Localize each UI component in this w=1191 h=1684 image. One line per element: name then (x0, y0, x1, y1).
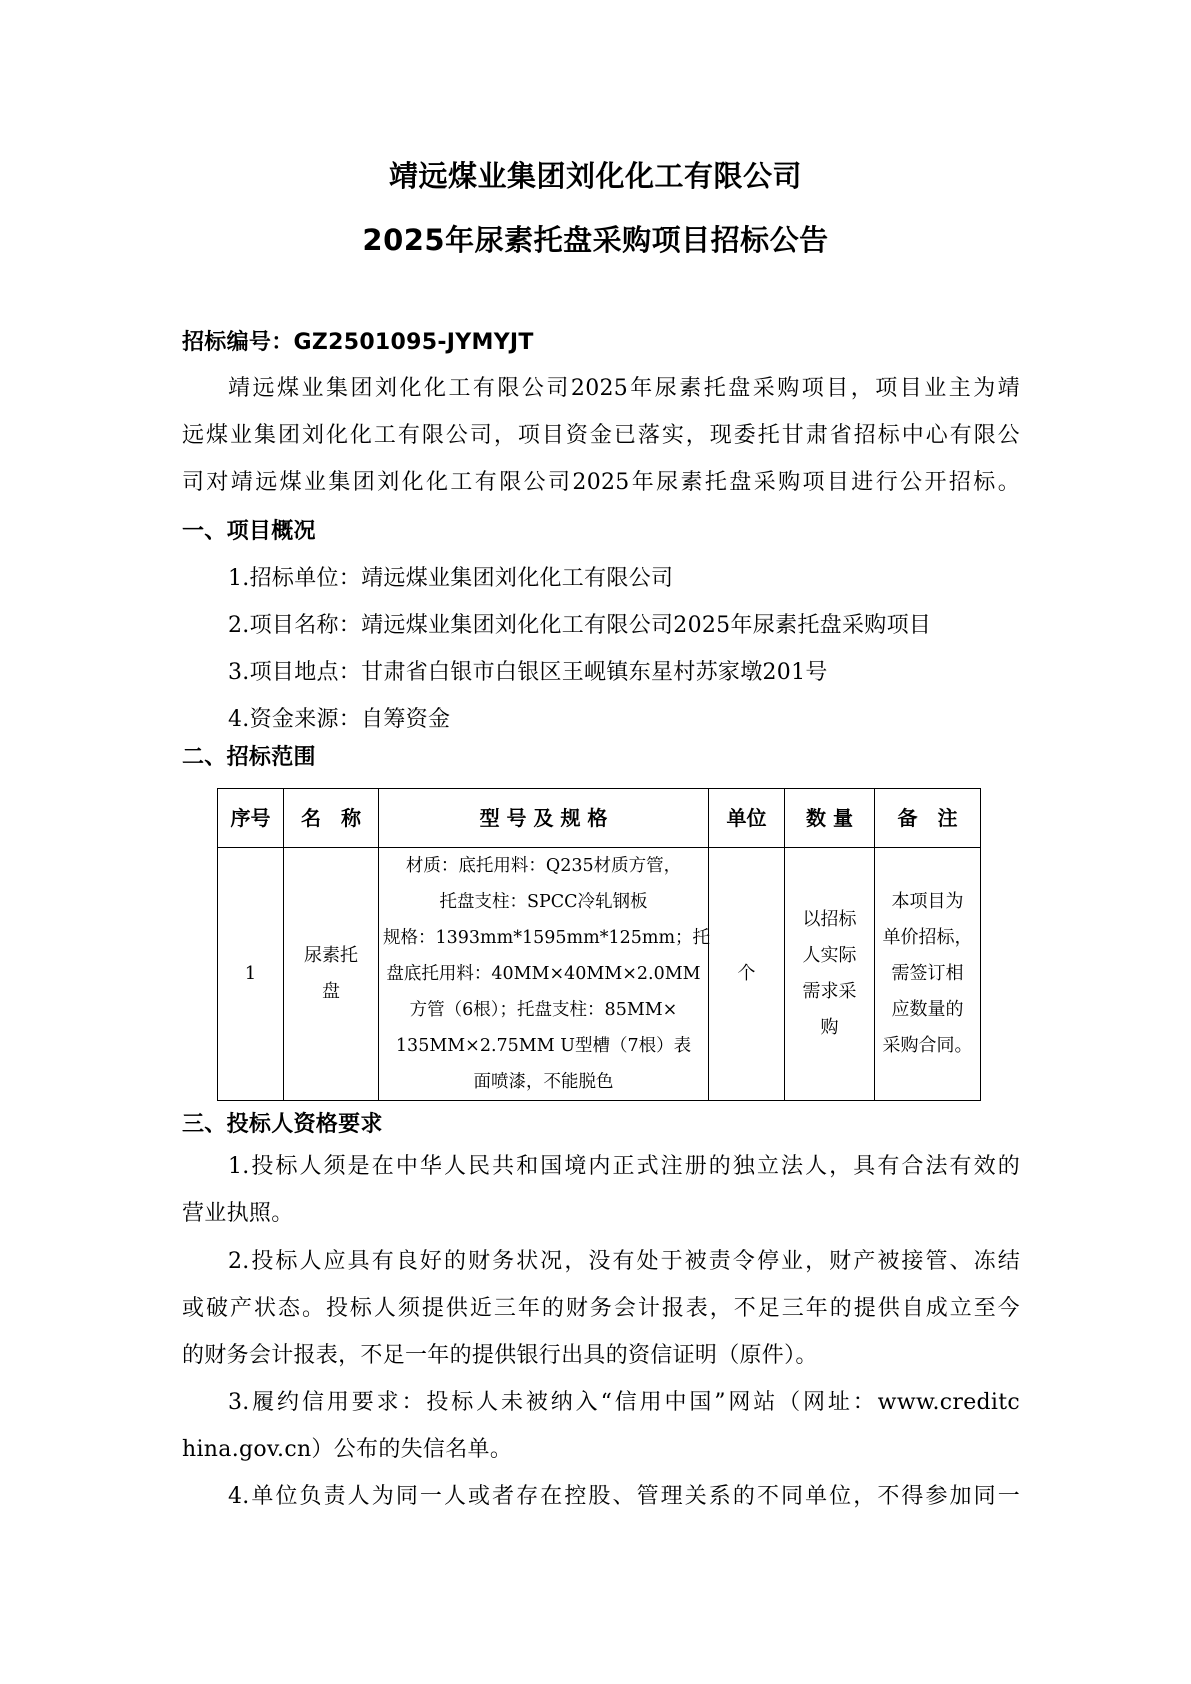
cell-quantity-line: 人实际 (802, 945, 857, 966)
cell-spec-line: 面喷漆，不能脱色 (473, 1072, 614, 1092)
intro-line: 靖远煤业集团刘化化工有限公司2025年尿素托盘采购项目，项目业主为靖 (228, 376, 1020, 401)
section3-line: 1.投标人须是在中华人民共和国境内正式注册的独立法人，具有合法有效的 (228, 1154, 1020, 1179)
section3-line: 或破产状态。投标人须提供近三年的财务会计报表，不足三年的提供自成立至今 (182, 1296, 1020, 1321)
col-header-remark: 备 注 (875, 789, 981, 848)
cell-spec-line: 方管（6根）；托盘支柱：85MM× (409, 1000, 678, 1020)
cell-spec (379, 848, 709, 1101)
section1-item: 1.招标单位：靖远煤业集团刘化化工有限公司 (228, 566, 674, 591)
section3-line: hina.gov.cn）公布的失信名单。 (182, 1437, 513, 1462)
cell-remark-line: 单价招标， (882, 927, 973, 948)
cell-name-line: 尿素托 (304, 945, 358, 966)
cell-remark-line: 应数量的 (891, 999, 964, 1020)
intro-line: 远煤业集团刘化化工有限公司，项目资金已落实，现委托甘肃省招标中心有限公 (182, 423, 1020, 448)
cell-remark-line: 需签订相 (891, 963, 964, 984)
cell-spec-line: 托盘支柱：SPCC冷轧钢板 (439, 892, 648, 912)
cell-unit: 个 (709, 848, 785, 1101)
procurement-table (217, 788, 981, 1101)
table-row (218, 848, 981, 1101)
cell-quantity-line: 购 (820, 1017, 839, 1038)
cell-quantity-line: 需求采 (802, 981, 857, 1002)
col-header-unit: 单位 (709, 789, 785, 848)
bid-number: 招标编号：GZ2501095-JYMYJT (182, 330, 534, 355)
section3-line: 4.单位负责人为同一人或者存在控股、管理关系的不同单位，不得参加同一 (228, 1484, 1020, 1509)
cell-spec-line: 规格：1393mm*1595mm*125mm；托 (383, 928, 711, 948)
cell-index: 1 (218, 848, 284, 1101)
col-header-spec: 型 号 及 规 格 (379, 789, 709, 848)
col-header-index: 序号 (218, 789, 284, 848)
cell-remark-line: 采购合同。 (882, 1035, 973, 1056)
col-header-quantity: 数 量 (785, 789, 875, 848)
cell-remark (875, 848, 981, 1101)
section1-item: 4.资金来源：自筹资金 (228, 707, 451, 732)
section3-line: 的财务会计报表，不足一年的提供银行出具的资信证明（原件）。 (182, 1343, 818, 1368)
cell-remark-line: 本项目为 (891, 891, 964, 912)
cell-spec-line: 135MM×2.75MM U型槽（7根）表 (395, 1036, 692, 1056)
document-title-line2: 2025年尿素托盘采购项目招标公告 (362, 223, 829, 257)
section1-heading: 一、项目概况 (182, 519, 316, 544)
cell-quantity (785, 848, 875, 1101)
document-title-line1: 靖远煤业集团刘化化工有限公司 (388, 159, 802, 193)
section1-item: 3.项目地点：甘肃省白银市白银区王岘镇东星村苏家墩201号 (228, 660, 828, 685)
section3-heading: 三、投标人资格要求 (182, 1112, 383, 1137)
section1-item: 2.项目名称：靖远煤业集团刘化化工有限公司2025年尿素托盘采购项目 (228, 613, 932, 638)
intro-line: 司对靖远煤业集团刘化化工有限公司2025年尿素托盘采购项目进行公开招标。 (182, 470, 1020, 495)
section2-heading: 二、招标范围 (182, 745, 316, 770)
section3-line: 3.履约信用要求：投标人未被纳入“信用中国”网站（网址：www.creditc (228, 1390, 1020, 1415)
section3-line: 营业执照。 (182, 1201, 294, 1226)
cell-quantity-line: 以招标 (802, 909, 857, 930)
cell-spec-line: 盘底托用料：40MM×40MM×2.0MM (386, 964, 701, 984)
cell-name (284, 848, 379, 1101)
col-header-name: 名 称 (284, 789, 379, 848)
section3-line: 2.投标人应具有良好的财务状况，没有处于被责令停业，财产被接管、冻结 (228, 1249, 1020, 1274)
table-header-row (218, 789, 981, 848)
cell-name-line: 盘 (322, 981, 340, 1002)
cell-spec-line: 材质：底托用料：Q235材质方管， (405, 856, 682, 876)
